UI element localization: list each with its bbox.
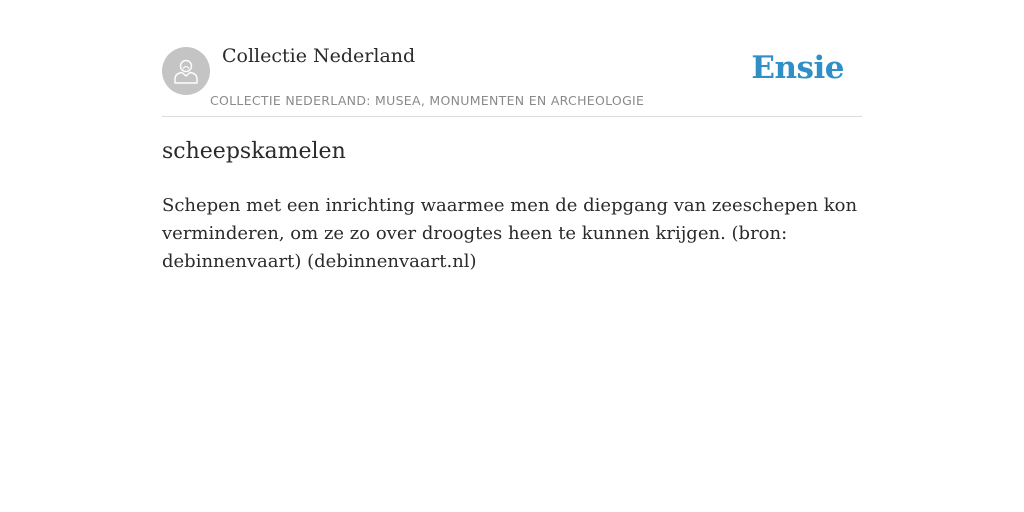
ensie-logo[interactable]: Ensie	[751, 50, 844, 86]
term-definition: Schepen met een inrichting waarmee men de diepgang van zeeschepen kon verminderen, om ze zo over droogtes heen te kunnen krijgen. (bron: debinnenvaart) (debinnenvaart.nl)	[162, 195, 858, 272]
user-icon	[171, 56, 201, 86]
term-title: scheepskamelen	[162, 139, 346, 164]
header	[162, 0, 862, 117]
author-avatar[interactable]	[162, 47, 210, 95]
page-container	[162, 0, 862, 272]
author-subtitle[interactable]: COLLECTIE NEDERLAND: MUSEA, MONUMENTEN EN ARCHEOLOGIE	[210, 93, 645, 108]
author-name[interactable]: Collectie Nederland	[222, 45, 416, 67]
